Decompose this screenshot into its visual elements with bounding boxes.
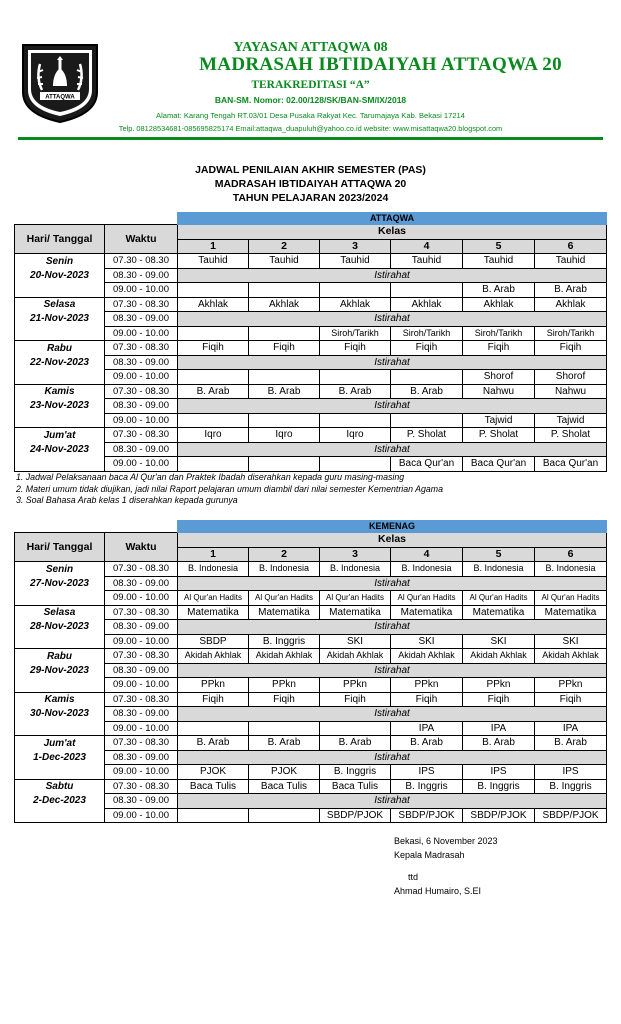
schedule-row	[15, 562, 607, 577]
subject-cell: B. Arab	[178, 384, 249, 399]
subject-cell: IPS	[391, 765, 463, 780]
schedule-row	[15, 442, 607, 457]
subject-cell	[391, 413, 463, 428]
subject-cell: B. Inggris	[391, 779, 463, 794]
note-3: 3. Soal Bahasa Arab kelas 1 diserahkan kepada gurunya	[16, 495, 238, 506]
time-slot: 08.30 - 09.00	[105, 576, 178, 591]
day-name: Rabu	[15, 341, 105, 356]
subject-cell: B. Inggris	[535, 779, 607, 794]
time-slot: 07.30 - 08.30	[105, 341, 178, 356]
ban-sm-number: BAN-SM. Nomor: 02.00/128/SK/BAN-SM/IX/2018	[214, 95, 407, 105]
schedule-row	[15, 707, 607, 722]
subject-cell: IPA	[535, 721, 607, 736]
time-slot: 08.30 - 09.00	[105, 312, 178, 327]
subject-cell: Fiqih	[535, 341, 607, 356]
subject-cell	[249, 283, 320, 298]
subject-cell: Tauhid	[463, 254, 535, 269]
day-date: 29-Nov-2023	[15, 663, 105, 678]
subject-cell: B. Inggris	[249, 634, 320, 649]
subject-cell: B. Arab	[391, 384, 463, 399]
schedule-row	[15, 605, 607, 620]
day-cell-empty	[15, 326, 105, 341]
subject-cell	[249, 457, 320, 472]
subject-cell	[249, 326, 320, 341]
subject-cell: B. Indonesia	[463, 562, 535, 577]
day-date: 24-Nov-2023	[15, 442, 105, 457]
time-slot: 07.30 - 08.30	[105, 779, 178, 794]
note-2: 2. Materi umum tidak diujikan, jadi nilai Raport pelajaran umum diambil dari nilai semester Kementrian Agama	[16, 483, 444, 494]
subject-cell: Iqro	[178, 428, 249, 443]
time-slot: 09.00 - 10.00	[105, 765, 178, 780]
subject-cell: SBDP	[178, 634, 249, 649]
time-slot: 09.00 - 10.00	[105, 457, 178, 472]
subject-cell: Iqro	[320, 428, 391, 443]
subject-cell: Baca Tulis	[178, 779, 249, 794]
subject-cell: PPkn	[535, 678, 607, 693]
subject-cell: Siroh/Tarikh	[535, 326, 607, 341]
schedule-row	[15, 355, 607, 370]
subject-cell: P. Sholat	[463, 428, 535, 443]
subject-cell: Shorof	[463, 370, 535, 385]
svg-text:ATTAQWA: ATTAQWA	[45, 94, 75, 101]
subject-cell: PPkn	[463, 678, 535, 693]
schedule-row	[15, 457, 607, 472]
schedule-row	[15, 268, 607, 283]
subject-cell	[320, 370, 391, 385]
time-slot: 08.30 - 09.00	[105, 707, 178, 722]
subject-cell: PPkn	[249, 678, 320, 693]
subject-cell: B. Arab	[391, 736, 463, 751]
subject-cell: Fiqih	[320, 341, 391, 356]
time-slot: 09.00 - 10.00	[105, 283, 178, 298]
schedule-row	[15, 341, 607, 356]
subject-cell: Tajwid	[535, 413, 607, 428]
schedule-row	[15, 649, 607, 664]
schedule-row	[15, 399, 607, 414]
subject-cell: Akhlak	[249, 297, 320, 312]
time-slot: 07.30 - 08.30	[105, 649, 178, 664]
sign-place-date: Bekasi, 6 November 2023	[394, 836, 498, 846]
break-cell: Istirahat	[178, 707, 607, 722]
day-cell-empty	[15, 765, 105, 780]
kelas-number-header: 5	[463, 547, 535, 562]
col-header-hari-tanggal: Hari/ Tanggal	[15, 533, 105, 562]
subject-cell: IPS	[535, 765, 607, 780]
break-cell: Istirahat	[178, 399, 607, 414]
notes	[16, 472, 443, 507]
subject-cell: B. Indonesia	[178, 562, 249, 577]
schedule-row	[15, 283, 607, 298]
break-cell: Istirahat	[178, 750, 607, 765]
schedule-row	[15, 620, 607, 635]
time-slot: 09.00 - 10.00	[105, 808, 178, 823]
day-name: Jum'at	[15, 428, 105, 443]
subject-cell: Nahwu	[535, 384, 607, 399]
subject-cell: B. Arab	[249, 384, 320, 399]
doc-title-line3: TAHUN PELAJARAN 2023/2024	[232, 192, 389, 204]
subject-cell: SBDP/PJOK	[391, 808, 463, 823]
subject-cell: Akhlak	[178, 297, 249, 312]
day-date: 22-Nov-2023	[15, 355, 105, 370]
subject-cell: Matematika	[249, 605, 320, 620]
subject-cell: Al Qur'an Hadits	[463, 591, 535, 606]
subject-cell: PJOK	[178, 765, 249, 780]
subject-cell: P. Sholat	[535, 428, 607, 443]
col-header-kelas: Kelas	[178, 533, 607, 548]
subject-cell: B. Inggris	[463, 779, 535, 794]
subject-cell: Siroh/Tarikh	[320, 326, 391, 341]
subject-cell: B. Arab	[320, 736, 391, 751]
schedule-row	[15, 736, 607, 751]
schedule-row	[15, 413, 607, 428]
subject-cell: Matematika	[320, 605, 391, 620]
time-slot: 09.00 - 10.00	[105, 591, 178, 606]
subject-cell: B. Indonesia	[249, 562, 320, 577]
schedule-row	[15, 326, 607, 341]
col-header-kelas: Kelas	[178, 225, 607, 240]
schedule-row	[15, 721, 607, 736]
day-name: Senin	[15, 562, 105, 577]
subject-cell: Al Qur'an Hadits	[391, 591, 463, 606]
subject-cell: Fiqih	[535, 692, 607, 707]
day-cell-empty	[15, 413, 105, 428]
time-slot: 07.30 - 08.30	[105, 692, 178, 707]
schedule-table-attaqwa	[14, 212, 607, 472]
time-slot: 09.00 - 10.00	[105, 678, 178, 693]
schedule-row	[15, 297, 607, 312]
kelas-number-header: 1	[178, 239, 249, 254]
day-cell-empty	[15, 678, 105, 693]
day-name: Sabtu	[15, 779, 105, 794]
madrasah-name: MADRASAH IBTIDAIYAH ATTAQWA 20	[199, 54, 562, 75]
subject-cell	[178, 413, 249, 428]
subject-cell: Akidah Akhlak	[391, 649, 463, 664]
subject-cell: SBDP/PJOK	[535, 808, 607, 823]
subject-cell: Tauhid	[535, 254, 607, 269]
subject-cell: B. Arab	[463, 736, 535, 751]
subject-cell: Fiqih	[463, 341, 535, 356]
subject-cell: Matematika	[391, 605, 463, 620]
time-slot: 08.30 - 09.00	[105, 399, 178, 414]
kelas-number-header: 2	[249, 547, 320, 562]
subject-cell: B. Indonesia	[535, 562, 607, 577]
subject-cell: IPS	[463, 765, 535, 780]
subject-cell	[178, 457, 249, 472]
day-name: Rabu	[15, 649, 105, 664]
schedule-table-kemenag	[14, 520, 607, 823]
schedule-row	[15, 663, 607, 678]
break-cell: Istirahat	[178, 620, 607, 635]
header-divider	[18, 137, 603, 140]
day-date: 23-Nov-2023	[15, 399, 105, 414]
time-slot: 07.30 - 08.30	[105, 254, 178, 269]
kelas-number-header: 3	[320, 239, 391, 254]
subject-cell: Akhlak	[535, 297, 607, 312]
subject-cell	[249, 721, 320, 736]
subject-cell: P. Sholat	[391, 428, 463, 443]
subject-cell: SKI	[463, 634, 535, 649]
time-slot: 08.30 - 09.00	[105, 663, 178, 678]
subject-cell	[391, 370, 463, 385]
contact-line: Telp. 08128534681-085695825174 Email:attaqwa_duapuluh@yahoo.co.id website: www.misattaqwa20.blogspot.com	[118, 124, 503, 133]
subject-cell: Baca Tulis	[249, 779, 320, 794]
subject-cell	[178, 721, 249, 736]
col-header-waktu: Waktu	[105, 533, 178, 562]
day-date: 2-Dec-2023	[15, 794, 105, 809]
subject-cell: Fiqih	[463, 692, 535, 707]
schedule-row	[15, 576, 607, 591]
schedule-row	[15, 428, 607, 443]
subject-cell: Baca Qur'an	[535, 457, 607, 472]
break-cell: Istirahat	[178, 312, 607, 327]
yayasan-name: YAYASAN ATTAQWA 08	[233, 40, 388, 55]
schedule-row	[15, 808, 607, 823]
kelas-number-header: 3	[320, 547, 391, 562]
time-slot: 07.30 - 08.30	[105, 297, 178, 312]
day-date: 21-Nov-2023	[15, 312, 105, 327]
col-header-waktu: Waktu	[105, 225, 178, 254]
kelas-number-header: 1	[178, 547, 249, 562]
time-slot: 08.30 - 09.00	[105, 750, 178, 765]
subject-cell: Tauhid	[320, 254, 391, 269]
subject-cell	[391, 283, 463, 298]
sign-role: Kepala Madrasah	[394, 850, 465, 860]
subject-cell	[320, 413, 391, 428]
col-header-hari-tanggal: Hari/ Tanggal	[15, 225, 105, 254]
subject-cell	[249, 808, 320, 823]
time-slot: 08.30 - 09.00	[105, 620, 178, 635]
day-date: 30-Nov-2023	[15, 707, 105, 722]
subject-cell: SBDP/PJOK	[463, 808, 535, 823]
subject-cell: B. Arab	[178, 736, 249, 751]
time-slot: 08.30 - 09.00	[105, 355, 178, 370]
subject-cell: Tauhid	[391, 254, 463, 269]
doc-title-line1: JADWAL PENILAIAN AKHIR SEMESTER (PAS)	[195, 164, 426, 176]
day-date: 1-Dec-2023	[15, 750, 105, 765]
subject-cell: Akidah Akhlak	[249, 649, 320, 664]
subject-cell: B. Arab	[249, 736, 320, 751]
day-cell-empty	[15, 808, 105, 823]
subject-cell: Fiqih	[249, 341, 320, 356]
kelas-number-header: 4	[391, 239, 463, 254]
time-slot: 09.00 - 10.00	[105, 370, 178, 385]
sign-name: Ahmad Humairo, S.EI	[394, 886, 482, 896]
subject-cell: Matematika	[178, 605, 249, 620]
schedule-row	[15, 692, 607, 707]
day-name: Selasa	[15, 297, 105, 312]
subject-cell: PPkn	[391, 678, 463, 693]
break-cell: Istirahat	[178, 442, 607, 457]
subject-cell: B. Arab	[463, 283, 535, 298]
subject-cell	[178, 808, 249, 823]
day-cell-empty	[15, 370, 105, 385]
section-band: KEMENAG	[178, 521, 607, 533]
day-cell-empty	[15, 457, 105, 472]
time-slot: 07.30 - 08.30	[105, 384, 178, 399]
subject-cell: PPkn	[320, 678, 391, 693]
subject-cell: SKI	[391, 634, 463, 649]
subject-cell: SKI	[320, 634, 391, 649]
subject-cell: Tajwid	[463, 413, 535, 428]
time-slot: 08.30 - 09.00	[105, 268, 178, 283]
subject-cell: Al Qur'an Hadits	[320, 591, 391, 606]
subject-cell: Fiqih	[320, 692, 391, 707]
subject-cell: IPA	[391, 721, 463, 736]
subject-cell: Fiqih	[391, 692, 463, 707]
kelas-number-header: 6	[535, 239, 607, 254]
subject-cell: B. Indonesia	[391, 562, 463, 577]
address: Alamat: Karang Tengah RT.03/01 Desa Pusaka Rakyat Kec. Tarumajaya Kab. Bekasi 17214	[156, 111, 465, 120]
letterhead	[0, 0, 621, 145]
subject-cell: IPA	[463, 721, 535, 736]
schedule-row	[15, 750, 607, 765]
schedule-row	[15, 384, 607, 399]
subject-cell: Fiqih	[249, 692, 320, 707]
subject-cell: Tauhid	[178, 254, 249, 269]
day-date: 28-Nov-2023	[15, 620, 105, 635]
kelas-number-header: 2	[249, 239, 320, 254]
kelas-number-header: 4	[391, 547, 463, 562]
subject-cell: Baca Qur'an	[463, 457, 535, 472]
subject-cell: B. Arab	[320, 384, 391, 399]
subject-cell	[178, 370, 249, 385]
kelas-number-header: 5	[463, 239, 535, 254]
subject-cell: Baca Qur'an	[391, 457, 463, 472]
subject-cell	[249, 370, 320, 385]
day-name: Senin	[15, 254, 105, 269]
time-slot: 08.30 - 09.00	[105, 442, 178, 457]
time-slot: 09.00 - 10.00	[105, 413, 178, 428]
day-cell-empty	[15, 634, 105, 649]
doc-title-line2: MADRASAH IBTIDAIYAH ATTAQWA 20	[214, 178, 407, 190]
subject-cell: PJOK	[249, 765, 320, 780]
day-name: Selasa	[15, 605, 105, 620]
schedule-row	[15, 591, 607, 606]
time-slot: 09.00 - 10.00	[105, 634, 178, 649]
subject-cell: Akhlak	[320, 297, 391, 312]
time-slot: 07.30 - 08.30	[105, 428, 178, 443]
subject-cell: PPkn	[178, 678, 249, 693]
subject-cell: Al Qur'an Hadits	[535, 591, 607, 606]
day-name: Kamis	[15, 384, 105, 399]
section-band: ATTAQWA	[178, 213, 607, 225]
time-slot: 07.30 - 08.30	[105, 605, 178, 620]
schedule-row	[15, 765, 607, 780]
break-cell: Istirahat	[178, 355, 607, 370]
subject-cell	[320, 721, 391, 736]
time-slot: 07.30 - 08.30	[105, 562, 178, 577]
subject-cell: Fiqih	[178, 341, 249, 356]
subject-cell: SBDP/PJOK	[320, 808, 391, 823]
break-cell: Istirahat	[178, 268, 607, 283]
note-1: 1. Jadwal Pelaksanaan baca Al Qur'an dan Praktek Ibadah diserahkan kepada guru masing-masing	[16, 472, 405, 482]
break-cell: Istirahat	[178, 794, 607, 809]
day-name: Jum'at	[15, 736, 105, 751]
subject-cell: B. Arab	[535, 736, 607, 751]
subject-cell: SKI	[535, 634, 607, 649]
subject-cell	[178, 326, 249, 341]
subject-cell: Akidah Akhlak	[320, 649, 391, 664]
day-cell-empty	[15, 591, 105, 606]
schedule-row	[15, 634, 607, 649]
subject-cell: Siroh/Tarikh	[391, 326, 463, 341]
schedule-row	[15, 370, 607, 385]
kelas-number-header: 6	[535, 547, 607, 562]
subject-cell: Shorof	[535, 370, 607, 385]
subject-cell: Tauhid	[249, 254, 320, 269]
schedule-row	[15, 794, 607, 809]
subject-cell: Nahwu	[463, 384, 535, 399]
subject-cell: Fiqih	[178, 692, 249, 707]
day-date: 20-Nov-2023	[15, 268, 105, 283]
subject-cell: Akhlak	[391, 297, 463, 312]
sign-ttd: ttd	[408, 872, 419, 882]
time-slot: 08.30 - 09.00	[105, 794, 178, 809]
subject-cell: Fiqih	[391, 341, 463, 356]
subject-cell: B. Inggris	[320, 765, 391, 780]
schedule-row	[15, 254, 607, 269]
subject-cell	[178, 283, 249, 298]
day-cell-empty	[15, 283, 105, 298]
schedule-row	[15, 779, 607, 794]
schedule-row	[15, 312, 607, 327]
subject-cell	[249, 413, 320, 428]
day-cell-empty	[15, 721, 105, 736]
subject-cell: Al Qur'an Hadits	[249, 591, 320, 606]
subject-cell: Iqro	[249, 428, 320, 443]
subject-cell: Siroh/Tarikh	[463, 326, 535, 341]
subject-cell	[320, 457, 391, 472]
subject-cell: Matematika	[463, 605, 535, 620]
subject-cell: Akidah Akhlak	[178, 649, 249, 664]
break-cell: Istirahat	[178, 576, 607, 591]
subject-cell: Akhlak	[463, 297, 535, 312]
subject-cell: Matematika	[535, 605, 607, 620]
subject-cell: Akidah Akhlak	[535, 649, 607, 664]
day-name: Kamis	[15, 692, 105, 707]
subject-cell: Al Qur'an Hadits	[178, 591, 249, 606]
subject-cell: Baca Tulis	[320, 779, 391, 794]
day-date: 27-Nov-2023	[15, 576, 105, 591]
break-cell: Istirahat	[178, 663, 607, 678]
subject-cell	[320, 283, 391, 298]
subject-cell: B. Indonesia	[320, 562, 391, 577]
subject-cell: B. Arab	[535, 283, 607, 298]
accreditation: TERAKREDITASI “A”	[251, 79, 370, 91]
time-slot: 09.00 - 10.00	[105, 326, 178, 341]
time-slot: 07.30 - 08.30	[105, 736, 178, 751]
subject-cell: Akidah Akhlak	[463, 649, 535, 664]
time-slot: 09.00 - 10.00	[105, 721, 178, 736]
schedule-row	[15, 678, 607, 693]
